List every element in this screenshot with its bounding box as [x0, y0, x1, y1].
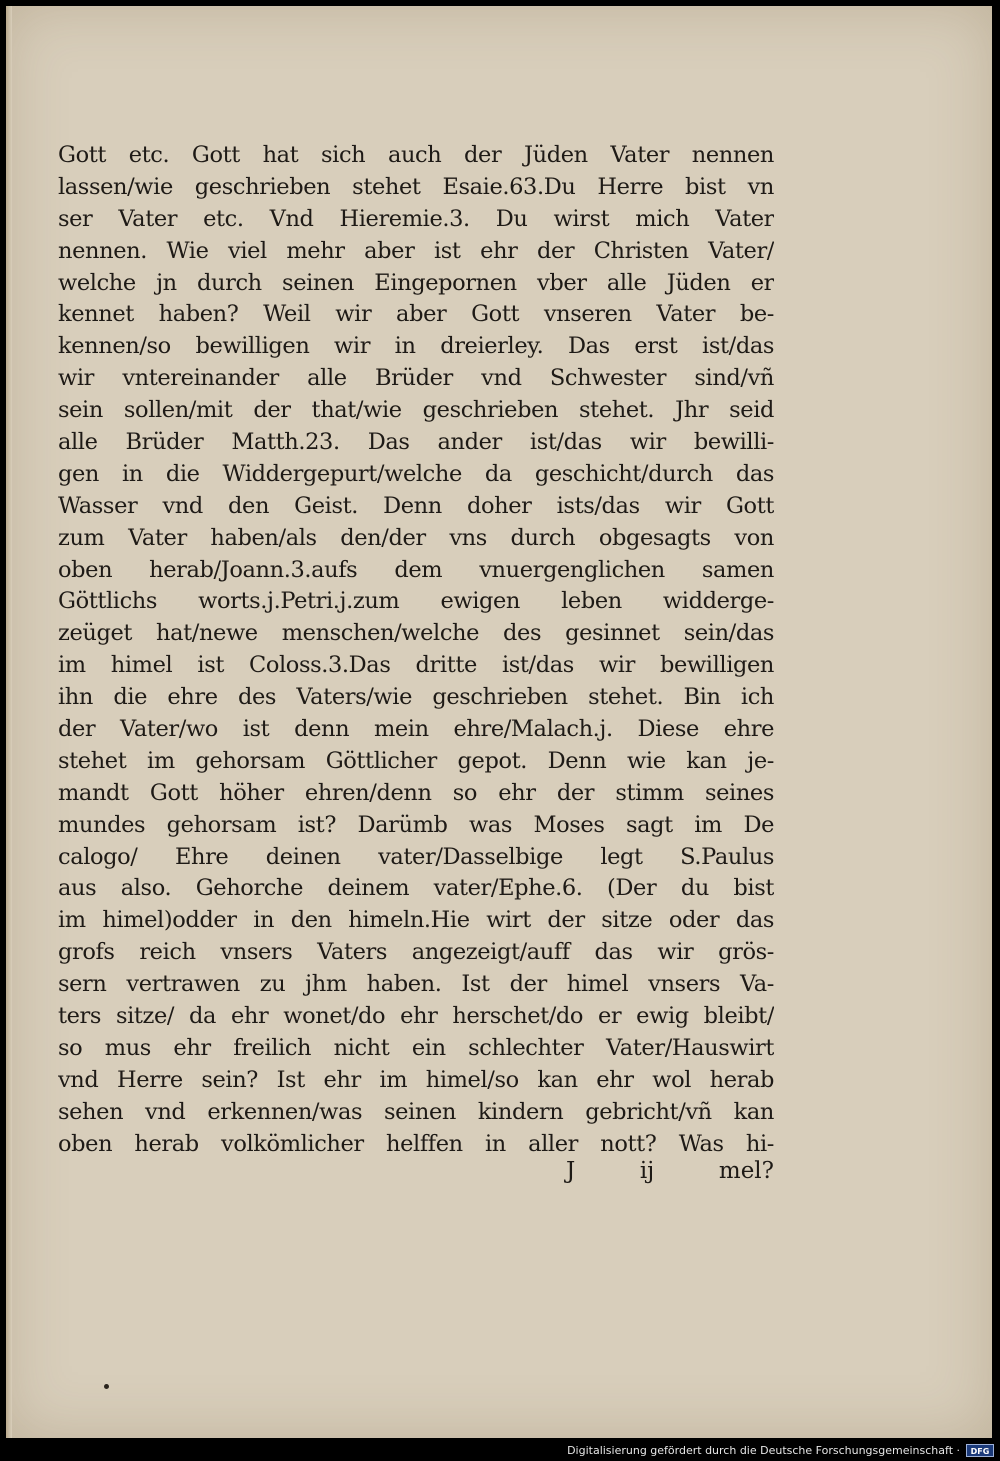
page-binding-edge [6, 6, 12, 1438]
text-line: ihn die ehre des Vaters/wie geschrieben stehet. Bin ich [58, 684, 774, 711]
text-line: aus also. Gehorche deinem vater/Ephe.6. (Der du bist [58, 875, 774, 902]
text-line: so mus ehr freilich nicht ein schlechter Vater/Hauswirt [58, 1034, 774, 1061]
text-line: grofs reich vnsers Vaters angezeigt/auff das wir grös- [58, 939, 774, 966]
text-line: welche jn durch seinen Eingepornen vber alle Jüden er [58, 269, 774, 296]
text-line: zeüget hat/newe menschen/welche des gesinnet sein/das [58, 620, 774, 647]
text-line: wir vntereinander alle Brüder vnd Schwester sind/vñ [58, 365, 774, 392]
text-line: zum Vater haben/als den/der vns durch obgesagts von [58, 524, 774, 551]
ink-speck [104, 1384, 109, 1389]
signature-mark: J [566, 1158, 576, 1184]
text-line: ser Vater etc. Vnd Hieremie.3. Du wirst mich Vater [58, 205, 774, 232]
text-line: lassen/wie geschrieben stehet Esaie.63.Du Herre bist vn [58, 173, 774, 200]
book-page [6, 6, 992, 1438]
text-line: Gott etc. Gott hat sich auch der Jüden Vater nennen [58, 142, 774, 168]
text-line: kennet haben? Weil wir aber Gott vnseren Vater be- [58, 301, 774, 328]
leaf-number: ij [639, 1158, 655, 1184]
page-text [58, 140, 774, 1161]
text-line: sern vertrawen zu jhm haben. Ist der himel vnsers Va- [58, 971, 774, 998]
text-line: nennen. Wie viel mehr aber ist ehr der Christen Vater/ [58, 237, 774, 264]
text-line: kennen/so bewilligen wir in dreierley. Das erst ist/das [58, 333, 774, 360]
text-line: vnd Herre sein? Ist ehr im himel/so kan ehr wol herab [58, 1066, 774, 1093]
text-line: sehen vnd erkennen/was seinen kindern gebricht/vñ kan [58, 1098, 774, 1125]
text-line: oben herab/Joann.3.aufs dem vnuergenglichen samen [58, 556, 774, 583]
text-line: mundes gehorsam ist? Darümb was Moses sagt im De [58, 811, 774, 838]
text-line: Wasser vnd den Geist. Denn doher ists/das wir Gott [58, 492, 774, 519]
footer-bar [0, 1441, 1000, 1461]
text-line: im himel)odder in den himeln.Hie wirt der sitze oder das [58, 907, 774, 934]
text-line: Göttlichs worts.j.Petri.j.zum ewigen leben widderge- [58, 588, 774, 615]
text-line: ters sitze/ da ehr wonet/do ehr herschet/do er ewig bleibt/ [58, 1003, 774, 1030]
catchword-line [566, 1154, 774, 1188]
text-line: stehet im gehorsam Göttlicher gepot. Denn wie kan je- [58, 747, 774, 774]
catchword: mel? [718, 1158, 774, 1184]
text-line: sein sollen/mit der that/wie geschrieben stehet. Jhr seid [58, 397, 774, 424]
text-line: alle Brüder Matth.23. Das ander ist/das wir bewilli- [58, 429, 774, 456]
dfg-logo-icon: DFG [966, 1444, 994, 1457]
text-line: oben herab volkömlicher helffen in aller nott? Was hi- [58, 1130, 774, 1157]
funding-credit: Digitalisierung gefördert durch die Deutsche Forschungsgemeinschaft · [567, 1444, 960, 1457]
text-line: im himel ist Coloss.3.Das dritte ist/das wir bewilligen [58, 652, 774, 679]
text-line: gen in die Widdergepurt/welche da geschicht/durch das [58, 460, 774, 487]
text-line: calogo/ Ehre deinen vater/Dasselbige legt S.Paulus [58, 843, 774, 870]
text-line: der Vater/wo ist denn mein ehre/Malach.j. Diese ehre [58, 716, 774, 743]
text-line: mandt Gott höher ehren/denn so ehr der stimm seines [58, 779, 774, 806]
